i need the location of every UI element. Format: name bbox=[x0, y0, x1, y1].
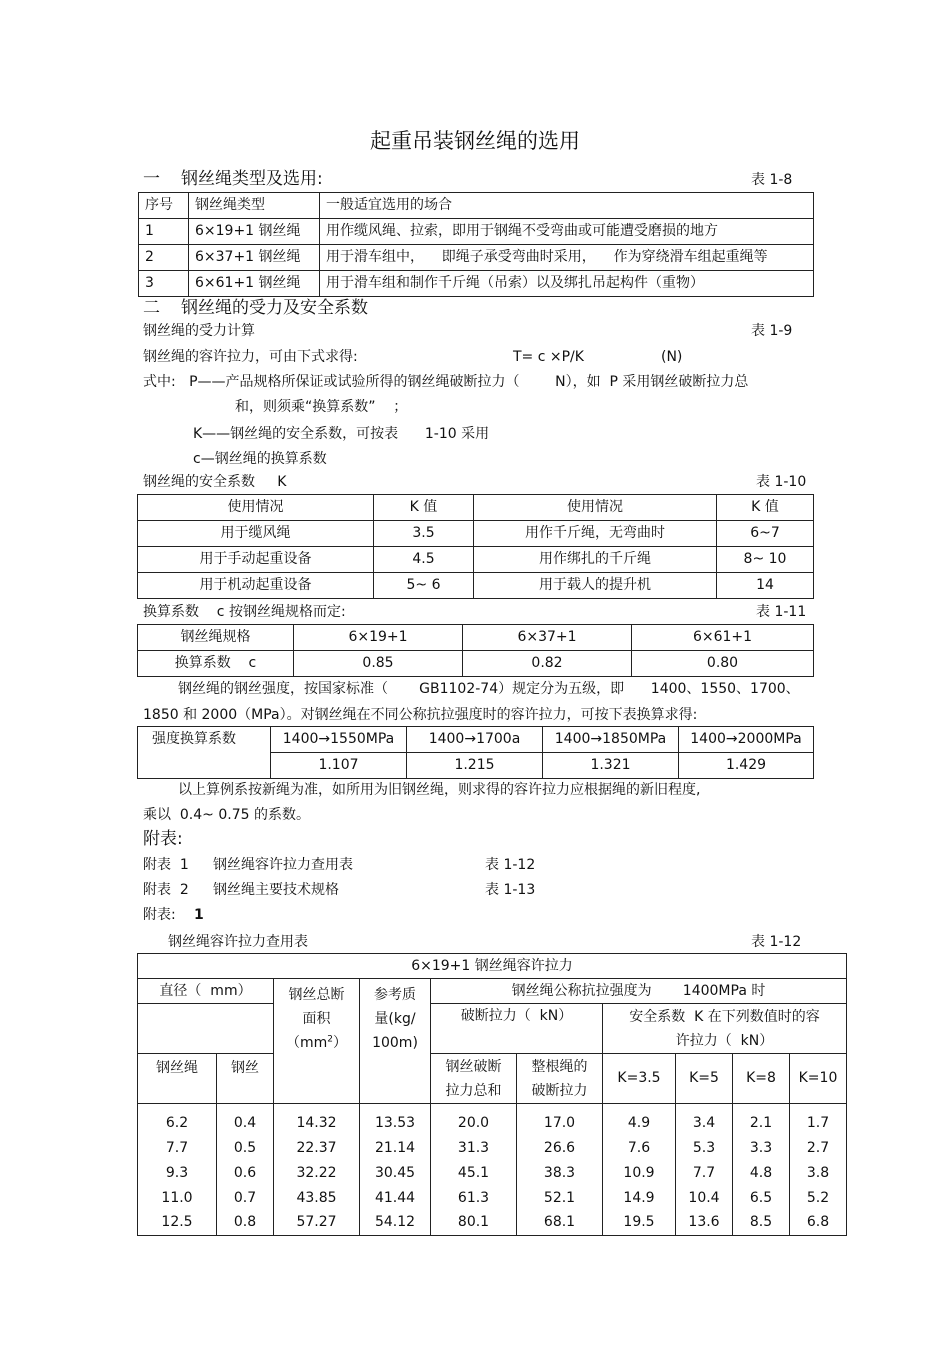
table-cell: 换算系数 c bbox=[138, 651, 294, 677]
table-cell: 68.1 bbox=[517, 1211, 603, 1236]
table-cell: 10.4 bbox=[676, 1186, 733, 1211]
table-cell: 用于缆风绳 bbox=[138, 521, 374, 547]
table-cell: 3.8 bbox=[790, 1161, 847, 1186]
table-cell: 4.8 bbox=[733, 1161, 790, 1186]
table-cell: 0.8 bbox=[217, 1211, 274, 1236]
table-row bbox=[138, 625, 814, 651]
safe-tension-header-line2: 许拉力（ kN） bbox=[675, 1032, 774, 1049]
table-cell: 6×61+1 bbox=[632, 625, 814, 651]
table-1-9-label: 表 1-9 bbox=[751, 323, 793, 339]
safe-tension-header bbox=[603, 1004, 847, 1054]
allowable-tension-table bbox=[137, 953, 847, 1236]
safety-factor-title: 钢丝绳的安全系数 K bbox=[143, 474, 287, 490]
table-cell: 9.3 bbox=[138, 1161, 217, 1186]
table-row bbox=[138, 1161, 847, 1186]
area-header bbox=[274, 979, 360, 1104]
table-cell: 1.215 bbox=[407, 753, 543, 779]
table-cell: 13.6 bbox=[676, 1211, 733, 1236]
table-1-8-label: 表 1-8 bbox=[751, 172, 793, 188]
note-paragraph-line1: 以上算例系按新绳为准，如所用为旧钢丝绳，则求得的容许拉力应根据绳的新旧程度, bbox=[178, 782, 701, 798]
table-row bbox=[138, 1211, 847, 1236]
table-cell: 3.5 bbox=[374, 521, 474, 547]
conversion-factor-title: 换算系数 c 按钢丝绳规格而定: bbox=[143, 604, 346, 620]
break-force-header: 破断拉力（ kN） bbox=[431, 1004, 603, 1054]
table-cell: 用作千斤绳，无弯曲时 bbox=[474, 521, 717, 547]
rope-type-table bbox=[138, 192, 814, 297]
safety-factor-table bbox=[137, 494, 814, 599]
mass-header-line2: 量(kg/ bbox=[374, 1011, 416, 1027]
table-cell: 7.7 bbox=[676, 1161, 733, 1186]
table-row bbox=[138, 651, 814, 677]
table-cell: 57.27 bbox=[274, 1211, 360, 1236]
table-row bbox=[139, 219, 814, 245]
table-cell: 用于机动起重设备 bbox=[138, 573, 374, 599]
table-row bbox=[138, 573, 814, 599]
table-cell: 6.8 bbox=[790, 1211, 847, 1236]
table-1-11-label: 表 1-11 bbox=[756, 604, 807, 620]
table-cell: 6.2 bbox=[138, 1104, 217, 1136]
table-header: 钢丝绳类型 bbox=[189, 193, 320, 219]
table-cell: 0.5 bbox=[217, 1136, 274, 1161]
sum-break-header bbox=[431, 1054, 517, 1104]
table-cell: 0.6 bbox=[217, 1161, 274, 1186]
table-cell: 4.9 bbox=[603, 1104, 676, 1136]
wire-diameter-header: 钢丝 bbox=[217, 1054, 274, 1104]
mass-header-line3: 100m) bbox=[372, 1035, 418, 1051]
table-cell: 32.22 bbox=[274, 1161, 360, 1186]
table-header: 1400→2000MPa bbox=[679, 727, 814, 753]
strength-conversion-table bbox=[137, 726, 814, 779]
table-header: K 值 bbox=[374, 495, 474, 521]
table-header: 使用情况 bbox=[138, 495, 374, 521]
note-paragraph-line2: 乘以 0.4~ 0.75 的系数。 bbox=[143, 807, 310, 823]
table-cell: 19.5 bbox=[603, 1211, 676, 1236]
table-row bbox=[139, 271, 814, 297]
table-cell: 6×19+1 钢丝绳 bbox=[189, 219, 320, 245]
whole-break-header bbox=[517, 1054, 603, 1104]
section2-number: 二 bbox=[143, 298, 160, 318]
table-cell: 用作缆风绳、拉索，即用于钢绳不受弯曲或可能遭受磨损的地方 bbox=[320, 219, 814, 245]
mass-header-line1: 参考质 bbox=[374, 987, 416, 1003]
table-cell: 43.85 bbox=[274, 1186, 360, 1211]
table-cell: 8~ 10 bbox=[717, 547, 814, 573]
table-header: 1400→1850MPa bbox=[543, 727, 679, 753]
area-header-line1: 钢丝总断 bbox=[288, 987, 345, 1003]
table-cell: 0.85 bbox=[294, 651, 463, 677]
table-cell: 3 bbox=[139, 271, 189, 297]
table-row bbox=[139, 245, 814, 271]
table-header: 一般适宜选用的场合 bbox=[320, 193, 814, 219]
table-cell: 2 bbox=[139, 245, 189, 271]
section1-heading: 钢丝绳类型及选用: bbox=[181, 169, 323, 189]
table-cell: 1.321 bbox=[543, 753, 679, 779]
table-cell: 6×19+1 bbox=[294, 625, 463, 651]
safe-tension-header-line1: 安全系数 K 在下列数值时的容 bbox=[629, 1008, 820, 1025]
table-row bbox=[138, 1104, 847, 1136]
table-cell: 0.82 bbox=[463, 651, 632, 677]
formula-unit: (N) bbox=[661, 349, 683, 365]
appendix-item-name: 钢丝绳容许拉力查用表 bbox=[213, 857, 353, 873]
force-calc-title: 钢丝绳的受力计算 bbox=[143, 323, 255, 339]
table-cell: 5.2 bbox=[790, 1186, 847, 1211]
table-1-12-label: 表 1-12 bbox=[751, 934, 802, 950]
k-header: K=8 bbox=[733, 1054, 790, 1104]
table-cell: 用于滑车组中， 即绳子承受弯曲时采用， 作为穿绕滑车组起重绳等 bbox=[320, 245, 814, 271]
table-cell: 21.14 bbox=[360, 1136, 431, 1161]
area-header-line3-end: ） bbox=[333, 1035, 347, 1051]
table-cell: 1.7 bbox=[790, 1104, 847, 1136]
formula-note-k: K——钢丝绳的安全系数，可按表 1-10 采用 bbox=[193, 426, 490, 442]
table-cell: 20.0 bbox=[431, 1104, 517, 1136]
table-cell: 26.6 bbox=[517, 1136, 603, 1161]
table-cell: 1 bbox=[139, 219, 189, 245]
table-cell: 用于滑车组和制作千斤绳（吊索）以及绑扎吊起构件（重物） bbox=[320, 271, 814, 297]
table-cell: 5~ 6 bbox=[374, 573, 474, 599]
table-cell: 30.45 bbox=[360, 1161, 431, 1186]
k-header: K=10 bbox=[790, 1054, 847, 1104]
table-cell: 6×37+1 钢丝绳 bbox=[189, 245, 320, 271]
table-row bbox=[138, 547, 814, 573]
table-1-12-caption: 钢丝绳容许拉力查用表 bbox=[168, 934, 308, 950]
table-cell: 1.429 bbox=[679, 753, 814, 779]
formula-intro: 钢丝绳的容许拉力，可由下式求得: bbox=[143, 349, 358, 365]
table-cell: 54.12 bbox=[360, 1211, 431, 1236]
table-cell: 6×37+1 bbox=[463, 625, 632, 651]
table-cell: 14 bbox=[717, 573, 814, 599]
table-cell: 14.32 bbox=[274, 1104, 360, 1136]
strength-paragraph-line2: 1850 和 2000（MPa）。对钢丝绳在不同公称抗拉强度时的容许拉力，可按下表换算求得: bbox=[143, 707, 698, 723]
table-cell: 6.5 bbox=[733, 1186, 790, 1211]
k-header: K=5 bbox=[676, 1054, 733, 1104]
table-cell: 12.5 bbox=[138, 1211, 217, 1236]
section2-heading: 钢丝绳的受力及安全系数 bbox=[181, 298, 368, 318]
sum-break-header-line1: 钢丝破断 bbox=[445, 1058, 502, 1075]
table-1-10-label: 表 1-10 bbox=[756, 474, 807, 490]
whole-break-header-line1: 整根绳的 bbox=[531, 1058, 588, 1075]
appendix-sub-number: 1 bbox=[194, 907, 204, 923]
formula-note-p: 式中: P——产品规格所保证或试验所得的钢丝绳破断拉力（ N），如 P 采用钢丝破断拉力总 bbox=[143, 374, 749, 390]
table-cell: 17.0 bbox=[517, 1104, 603, 1136]
table-cell: 3.4 bbox=[676, 1104, 733, 1136]
table-cell: 用于手动起重设备 bbox=[138, 547, 374, 573]
table-cell: 2.7 bbox=[790, 1136, 847, 1161]
mass-header bbox=[360, 979, 431, 1104]
area-header-line2: 面积 bbox=[302, 1011, 331, 1027]
table-cell: 22.37 bbox=[274, 1136, 360, 1161]
table-cell: 5.3 bbox=[676, 1136, 733, 1161]
formula-note-p-cont: 和，则须乘“换算系数” ； bbox=[235, 399, 408, 415]
table-cell: 用作绑扎的千斤绳 bbox=[474, 547, 717, 573]
table-cell: 38.3 bbox=[517, 1161, 603, 1186]
table-cell: 61.3 bbox=[431, 1186, 517, 1211]
rope-diameter-header: 钢丝绳 bbox=[138, 1054, 217, 1104]
table-header: K 值 bbox=[717, 495, 814, 521]
table-cell: 7.6 bbox=[603, 1136, 676, 1161]
formula: T= c ×P/K bbox=[513, 349, 584, 365]
page-title: 起重吊装钢丝绳的选用 bbox=[370, 129, 580, 153]
strength-header: 钢丝绳公称抗拉强度为 1400MPa 时 bbox=[431, 979, 847, 1004]
appendix-item-label: 表 1-12 bbox=[485, 857, 536, 873]
whole-break-header-line2: 破断拉力 bbox=[531, 1082, 588, 1099]
table-cell: 2.1 bbox=[733, 1104, 790, 1136]
table-cell: 钢丝绳规格 bbox=[138, 625, 294, 651]
diameter-header: 直径（ mm） bbox=[138, 979, 274, 1004]
table-cell: 3.3 bbox=[733, 1136, 790, 1161]
formula-note-c: c—钢丝绳的换算系数 bbox=[193, 451, 327, 467]
appendix-sub-label: 附表: bbox=[143, 907, 176, 923]
table-cell: 4.5 bbox=[374, 547, 474, 573]
table-cell: 6×61+1 钢丝绳 bbox=[189, 271, 320, 297]
strength-paragraph-line1: 钢丝绳的钢丝强度，按国家标准（ GB1102-74）规定分为五级，即 1400、1550、1700、 bbox=[178, 681, 800, 697]
strength-label: 强度换算系数 bbox=[138, 727, 271, 779]
table-header: 1400→1550MPa bbox=[271, 727, 407, 753]
appendix-item-no: 附表 2 bbox=[143, 882, 189, 898]
table-row bbox=[138, 521, 814, 547]
table-header: 使用情况 bbox=[474, 495, 717, 521]
table-row bbox=[138, 1136, 847, 1161]
table-cell: 用于载人的提升机 bbox=[474, 573, 717, 599]
conversion-factor-table bbox=[137, 624, 814, 677]
k-header: K=3.5 bbox=[603, 1054, 676, 1104]
table-cell: 0.7 bbox=[217, 1186, 274, 1211]
table-cell: 7.7 bbox=[138, 1136, 217, 1161]
table-cell: 31.3 bbox=[431, 1136, 517, 1161]
table-cell: 0.4 bbox=[217, 1104, 274, 1136]
area-header-line3: （mm bbox=[285, 1035, 328, 1051]
appendix-heading: 附表: bbox=[143, 829, 183, 849]
appendix-item-label: 表 1-13 bbox=[485, 882, 536, 898]
allowable-tension-body bbox=[138, 1104, 847, 1236]
table-header: 1400→1700a bbox=[407, 727, 543, 753]
table-cell: 10.9 bbox=[603, 1161, 676, 1186]
diameter-header-spacer bbox=[138, 1004, 274, 1054]
sum-break-header-line2: 拉力总和 bbox=[445, 1082, 502, 1099]
table-cell: 1.107 bbox=[271, 753, 407, 779]
table-cell: 52.1 bbox=[517, 1186, 603, 1211]
table-cell: 13.53 bbox=[360, 1104, 431, 1136]
table-cell: 14.9 bbox=[603, 1186, 676, 1211]
area-header-sup: 2 bbox=[327, 1034, 333, 1045]
table-cell: 11.0 bbox=[138, 1186, 217, 1211]
appendix-item-no: 附表 1 bbox=[143, 857, 189, 873]
table-cell: 8.5 bbox=[733, 1211, 790, 1236]
table-cell: 45.1 bbox=[431, 1161, 517, 1186]
table-row bbox=[138, 1186, 847, 1211]
section1-number: 一 bbox=[143, 169, 160, 189]
appendix-item-name: 钢丝绳主要技术规格 bbox=[213, 882, 339, 898]
table-header: 序号 bbox=[139, 193, 189, 219]
table-cell: 80.1 bbox=[431, 1211, 517, 1236]
table-cell: 6~7 bbox=[717, 521, 814, 547]
table-cell: 0.80 bbox=[632, 651, 814, 677]
table-cell: 41.44 bbox=[360, 1186, 431, 1211]
table-top-header: 6×19+1 钢丝绳容许拉力 bbox=[138, 954, 847, 979]
